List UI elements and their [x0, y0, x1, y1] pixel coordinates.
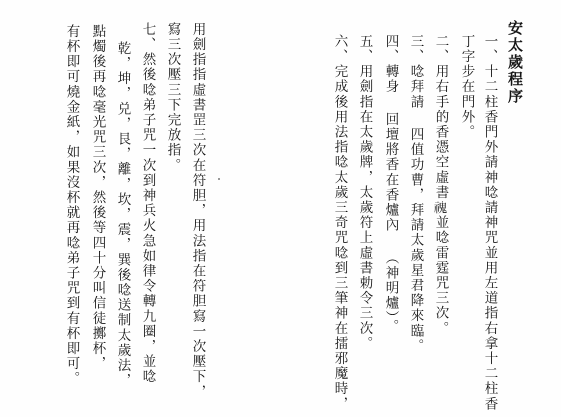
step-7-line-2: 乾，坤，兑，艮，離，坎，震，巽後唸送制太歲法， — [114, 41, 131, 389]
step-6-line-2: 用劍指指虛書罡三次在符胆，用法指在符胆寫一次壓下， — [189, 22, 206, 400]
step-2: 二、用右手的香憑空虛書𩲡並唸雷霆咒三次。 — [432, 34, 449, 336]
step-1-line-2: 丁字步在門外。 — [458, 34, 475, 140]
step-5: 五、用劍指在太歲牌，太歲符上虛書勅令三次。 — [356, 34, 373, 352]
document-title: 安太歲程序 — [506, 20, 524, 105]
fold-mark — [218, 178, 220, 180]
step-7-line-4: 有杯即可燒金紙，如果沒杯就再唸弟子咒到有杯即可。 — [63, 24, 80, 387]
step-6-line-1: 六、完成後用法指唸太歲三奇咒唸到三筆神在擂邪魔時， — [331, 34, 348, 412]
step-1-line-1: 一、十二柱香門外請神唸請神咒並用左道指右拿十二柱香 — [481, 34, 498, 412]
step-6-line-3: 寫三次壓三下完放指。 — [164, 22, 181, 173]
step-7-line-1: 七、然後唸弟子咒一次到神兵火急如律令轉九圈，並唸 — [139, 22, 156, 385]
step-4: 四、轉身 回壇將香在香爐內 （神明爐）。 — [382, 34, 399, 335]
step-3: 三、唸拜請 四值功曹，拜請太歲星君降來臨。 — [407, 34, 424, 354]
step-7-line-3: 點燭後再唸毫光咒三次，然後等四十分叫信徒擲杯， — [89, 24, 106, 372]
